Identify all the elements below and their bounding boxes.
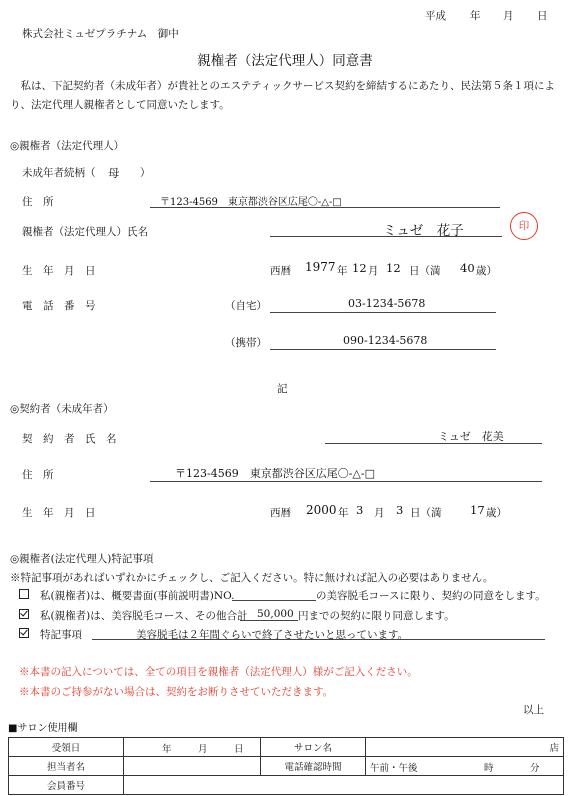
minor-name-value[interactable]: ミュゼ 花美 <box>438 430 504 443</box>
home-phone-value[interactable]: 03-1234-5678 <box>348 297 426 310</box>
ijou-label: 以上 <box>523 704 544 716</box>
member-label: 会員番号 <box>9 776 124 795</box>
salon-heading: ■サロン使用欄 <box>8 723 78 734</box>
home-phone-line <box>270 312 496 313</box>
guardian-birth-year[interactable]: 1977 <box>305 260 336 274</box>
item2-suffix: 円までの契約に限り同意します。 <box>298 610 455 622</box>
guardian-birth-month[interactable]: 12 <box>352 261 367 275</box>
home-phone-label: （自宅） <box>225 300 267 312</box>
received-month-unit: 月 <box>198 744 208 755</box>
min-unit: 分 <box>530 763 540 774</box>
guardian-birth-day-unit: 日（満 <box>409 265 441 277</box>
guardian-birth-day[interactable]: 12 <box>386 261 401 275</box>
addressee: 株式会社ミュゼプラチナム 御中 <box>22 28 179 40</box>
guardian-name-label: 親権者（法定代理人）氏名 <box>22 226 148 238</box>
item1-prefix: 私(親権者)は、概要書面(事前説明書)NO. <box>40 590 235 602</box>
item3-value[interactable]: 美容脱毛は２年間ぐらいで終了させたいと思っています。 <box>136 629 409 641</box>
phone-label: 電 話 番 号 <box>22 300 96 312</box>
member-cell[interactable] <box>124 776 564 795</box>
received-year-unit: 年 <box>162 744 172 755</box>
item1-line <box>232 600 316 601</box>
mobile-phone-label: （携帯） <box>225 337 267 349</box>
salon-name-cell[interactable] <box>366 738 564 757</box>
special-section-heading: ◎親権者(法定代理人)特記事項 <box>10 553 154 565</box>
ki-label: 記 <box>277 383 288 395</box>
staff-label: 担当者名 <box>9 757 124 776</box>
guardian-age-unit: 歳） <box>476 265 497 277</box>
date-era: 平成 <box>425 10 446 22</box>
page-title: 親権者（法定代理人）同意書 <box>197 53 373 69</box>
item2-line <box>240 620 298 621</box>
item3-label: 特記事項 <box>40 629 82 641</box>
minor-birth-day-unit: 日（満 <box>410 507 442 519</box>
guardian-birth-label: 生 年 月 日 <box>22 265 96 277</box>
guardian-address-label: 住 所 <box>22 196 54 208</box>
minor-birth-month-unit: 月 <box>374 507 385 519</box>
special-note: ※特記事項があればいずれかにチェックし、ご記入ください。特に無ければ記入の必要はありません。 <box>10 572 494 584</box>
relation-close: ） <box>140 167 151 179</box>
salon-name-label: サロン名 <box>261 738 366 757</box>
guardian-age[interactable]: 40 <box>460 261 475 275</box>
hour-unit: 時 <box>484 763 494 774</box>
mobile-phone-value[interactable]: 090-1234-5678 <box>343 334 428 347</box>
item1-suffix: の美容脱毛コースに限り、契約の同意をします。 <box>316 590 546 602</box>
minor-age[interactable]: 17 <box>470 503 485 517</box>
guardian-section-heading: ◎親権者（法定代理人） <box>10 140 125 152</box>
guardian-birth-month-unit: 月 <box>368 265 379 277</box>
minor-birth-label: 生 年 月 日 <box>22 507 96 519</box>
minor-birth-year-unit: 年 <box>338 507 349 519</box>
seal-stamp: 印 <box>510 212 538 240</box>
minor-address-value[interactable]: 〒123-4569 東京都渋谷区広尾〇-△-□ <box>175 467 375 480</box>
date-day-unit: 日 <box>537 10 548 22</box>
guardian-address-value[interactable]: 〒123-4569 東京都渋谷区広尾〇-△-□ <box>160 197 342 208</box>
phone-confirm-label: 電話確認時間 <box>261 757 366 776</box>
warning-1: ※本書の記入については、全ての項目を親権者（法定代理人）様がご記入ください。 <box>19 666 418 678</box>
relation-label: 未成年者続柄（ <box>22 167 96 179</box>
received-label: 受領日 <box>9 738 124 757</box>
minor-birth-day[interactable]: 3 <box>396 503 404 517</box>
checkbox-item3[interactable] <box>19 628 29 640</box>
received-day-unit: 日 <box>234 744 244 755</box>
minor-birth-month[interactable]: 3 <box>356 503 364 517</box>
minor-name-line <box>325 443 542 444</box>
intro-paragraph: 私は、下記契約者（未成年者）が貴社とのエステティックサービス契約を締結するにあたり、民法第５条１項により、法定代理人親権者として同意いたします。 <box>10 80 555 111</box>
store-suffix: 店 <box>549 743 559 754</box>
guardian-name-line <box>270 236 502 237</box>
minor-age-unit: 歳） <box>486 507 507 519</box>
guardian-birth-year-unit: 年 <box>337 265 348 277</box>
guardian-name-value[interactable]: ミュゼ 花子 <box>383 223 464 239</box>
staff-cell[interactable] <box>124 757 261 776</box>
ampm: 午前・午後 <box>370 763 418 774</box>
guardian-birth-era: 西暦 <box>270 265 291 277</box>
date-month-unit: 月 <box>503 10 514 22</box>
phone-confirm-cell[interactable] <box>366 757 564 776</box>
received-date-cell[interactable] <box>124 738 261 757</box>
checkbox-item1[interactable] <box>19 589 29 601</box>
minor-section-heading: ◎契約者（未成年者） <box>10 403 114 415</box>
date-year-unit: 年 <box>470 10 481 22</box>
item2-amount[interactable]: 50,000 <box>257 608 294 620</box>
item3-line <box>92 639 545 640</box>
checkbox-item2[interactable] <box>19 609 29 621</box>
minor-birth-era: 西暦 <box>270 507 291 519</box>
item2-prefix: 私(親権者)は、美容脱毛コース、その他合計 <box>40 610 248 622</box>
minor-birth-year[interactable]: 2000 <box>306 503 337 517</box>
salon-table <box>8 737 564 795</box>
minor-address-line <box>150 481 542 482</box>
warning-2: ※本書のご持参がない場合は、契約をお断りさせていただきます。 <box>19 686 334 698</box>
mobile-phone-line <box>270 349 496 350</box>
minor-address-label: 住 所 <box>22 469 54 481</box>
relation-value[interactable]: 母 <box>108 166 120 180</box>
guardian-address-line <box>150 207 500 208</box>
minor-name-label: 契 約 者 氏 名 <box>22 433 117 445</box>
